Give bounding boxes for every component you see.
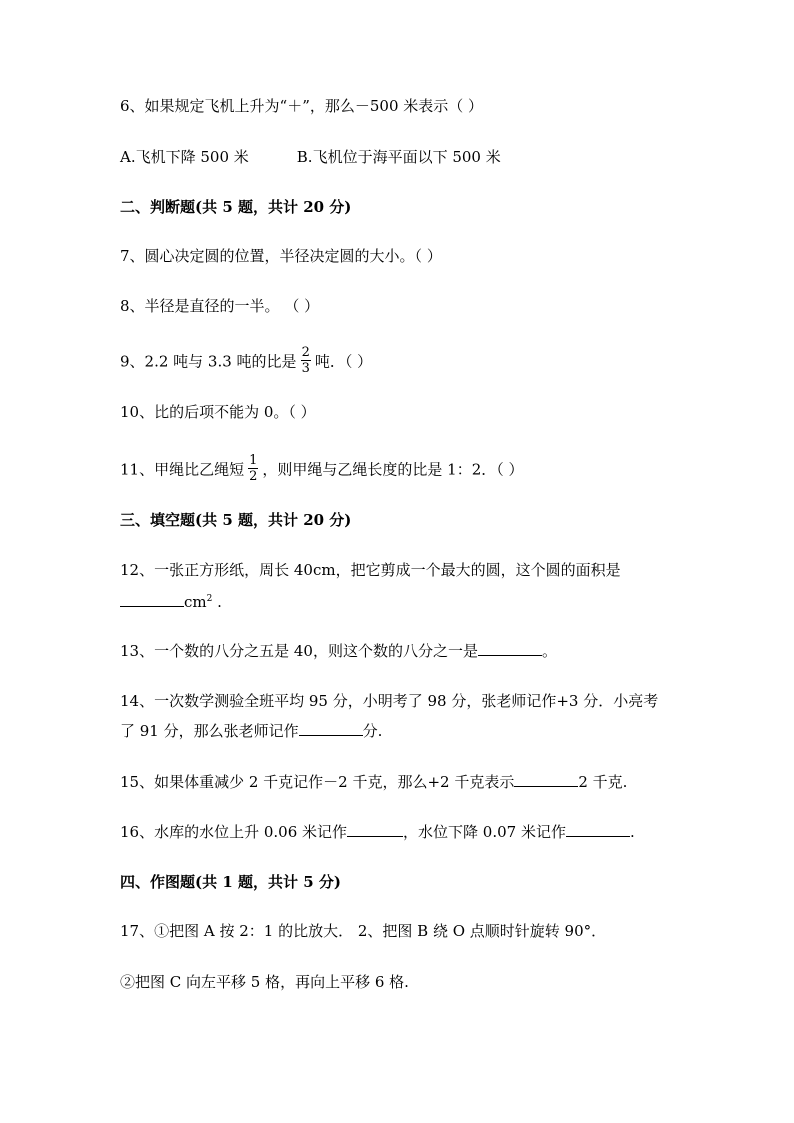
option-a: A.飞机下降 500 米 [120,148,249,166]
question-12-end: . [212,593,222,611]
question-12-text: 12、一张正方形纸，周长 40cm，把它剪成一个最大的圆，这个圆的面积是 [120,561,621,579]
question-11-text-after: ，则甲绳与乙绳长度的比是 1：2．（ ） [262,460,524,479]
answer-blank[interactable] [514,772,578,787]
question-7-text: 7、圆心决定圆的位置，半径决定圆的大小。（ ） [120,247,442,265]
answer-blank[interactable] [299,721,363,736]
section-3-title [120,510,351,530]
answer-blank[interactable] [566,822,630,837]
question-9 [120,345,373,377]
question-8 [120,296,319,316]
unit-exponent: 2 [206,594,213,604]
question-6-options [120,147,501,167]
question-10-text: 10、比的后项不能为 0。（ ） [120,403,316,421]
fraction-numerator: 1 [249,453,258,468]
option-b: B.飞机位于海平面以下 500 米 [296,148,501,166]
question-7 [120,246,442,266]
question-15 [120,772,627,792]
question-14-text: 14、一次数学测验全班平均 95 分，小明考了 98 分，张老师记作+3 分．小亮考 [120,692,659,710]
answer-blank[interactable] [120,592,184,607]
question-13-end: 。 [541,642,557,660]
section-4-title [120,872,341,892]
question-17-line-1 [120,921,606,941]
question-8-text: 8、半径是直径的一半。 （ ） [120,297,320,315]
question-14-end: 分. [362,722,383,740]
fraction-numerator: 2 [301,345,310,360]
question-16 [120,822,635,842]
question-11-text-before: 11、甲绳比乙绳短 [120,460,245,479]
question-10 [120,402,316,422]
question-6-text: 6、如果规定飞机上升为“＋”，那么－500 米表示（ ） [120,97,484,115]
question-11 [120,453,524,485]
question-16-end: . [629,823,635,841]
question-9-text-after: 吨．（ ） [314,352,373,371]
question-14-text-2: 了 91 分，那么张老师记作 [120,722,299,740]
section-4-title-text: 四、作图题(共 1 题，共计 5 分) [120,873,341,891]
question-15-end: 2 千克. [578,773,628,791]
fraction-one-half [248,454,258,483]
answer-blank[interactable] [347,822,403,837]
question-13 [120,641,557,661]
question-12-line-1 [120,560,621,580]
answer-blank[interactable] [478,641,542,656]
question-13-text: 13、一个数的八分之五是 40，则这个数的八分之一是 [120,642,478,660]
fraction-denominator: 3 [301,361,310,376]
question-15-text: 15、如果体重减少 2 千克记作－2 千克，那么+2 千克表示 [120,773,515,791]
question-9-text-before: 9、2.2 吨与 3.3 吨的比是 [120,352,297,371]
question-14-line-2 [120,721,382,741]
question-16-text: 16、水库的水位上升 0.06 米记作 [120,823,348,841]
question-14-line-1 [120,691,658,711]
fraction-denominator: 2 [249,469,258,484]
question-6 [120,96,483,116]
section-3-title-text: 三、填空题(共 5 题，共计 20 分) [120,511,352,529]
question-17-line-2 [120,972,409,992]
question-17-text: 17、①把图 A 按 2：1 的比放大． 2、把图 B 绕 O 点顺时针旋转 90°． [120,922,607,940]
section-2-title [120,197,351,217]
section-2-title-text: 二、判断题(共 5 题，共计 20 分) [120,198,352,216]
fraction-two-thirds [301,346,311,375]
unit-cm: cm [184,593,207,611]
question-16-mid: ，水位下降 0.07 米记作 [403,823,566,841]
question-17-text-2: ②把图 C 向左平移 5 格，再向上平移 6 格. [120,973,409,991]
question-12-line-2 [120,592,222,612]
